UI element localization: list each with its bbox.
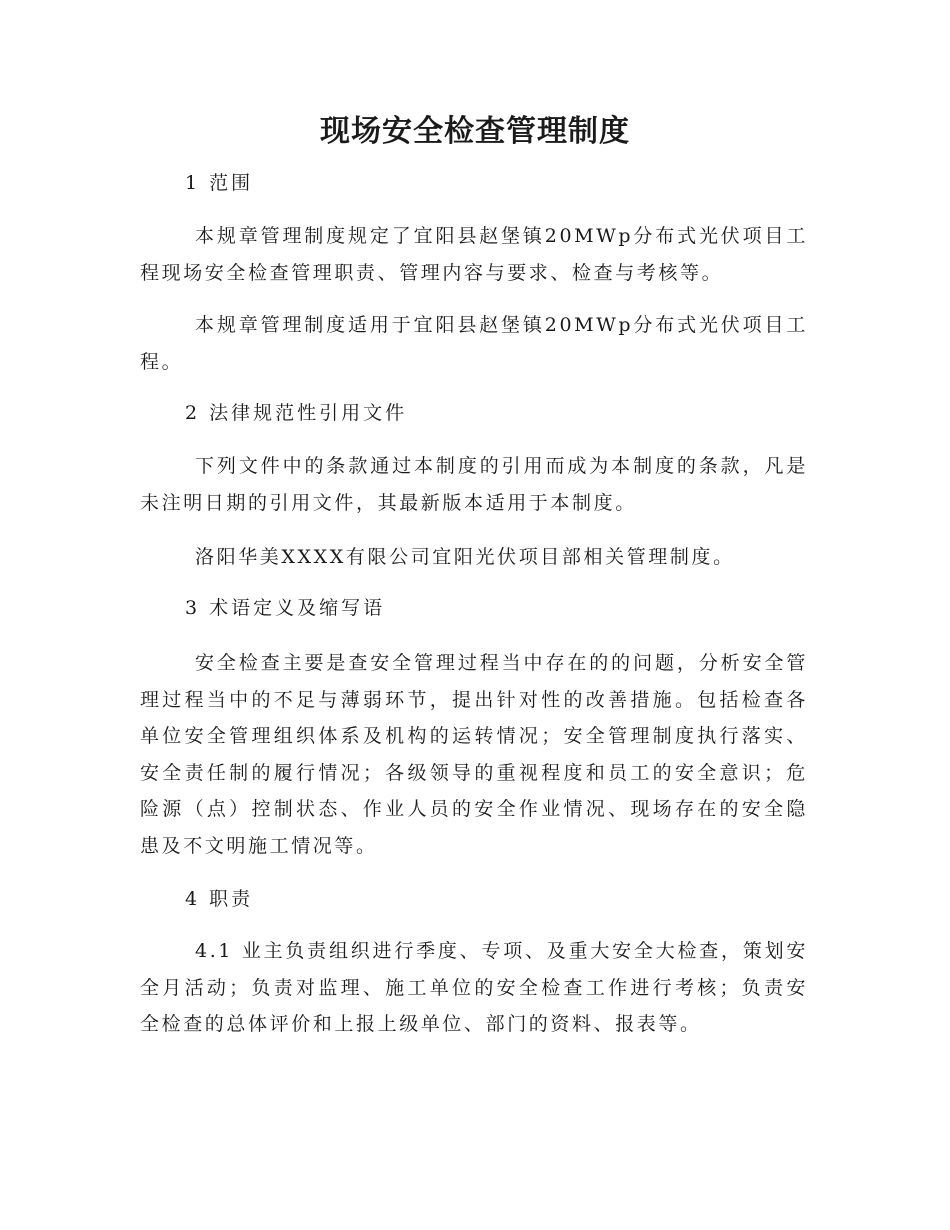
scope-paragraph-2: 本规章管理制度适用于宜阳县赵堡镇20MWp分布式光伏项目工程。: [140, 314, 808, 373]
references-paragraph-2: 洛阳华美XXXX有限公司宜阳光伏项目部相关管理制度。: [195, 546, 735, 568]
scope-paragraph-1: 本规章管理制度规定了宜阳县赵堡镇20MWp分布式光伏项目工程现场安全检查管理职责、管理内容与要求、检查与考核等。: [140, 225, 808, 284]
section-heading-scope: 1 范围: [185, 172, 254, 194]
section-heading-references: 2 法律规范性引用文件: [185, 402, 408, 424]
definitions-paragraph-1: 安全检查主要是查安全管理过程当中存在的的问题，分析安全管理过程当中的不足与薄弱环节，提出针对性的改善措施。包括检查各单位安全管理组织体系及机构的运转情况；安全管理制度执行落实、安全责任制的履行情况；各级领导的重视程度和员工的安全意识；危险源（点）控制状态、作业人员的安全作业情况、现场存在的安全隐患及不文明施工情况等。: [140, 652, 808, 857]
section-heading-responsibilities: 4 职责: [185, 888, 254, 910]
section-heading-definitions: 3 术语定义及缩写语: [185, 597, 386, 619]
page-title: 现场安全检查管理制度: [320, 114, 630, 149]
references-paragraph-1: 下列文件中的条款通过本制度的引用而成为本制度的条款，凡是未注明日期的引用文件，其最新版本适用于本制度。: [140, 455, 808, 514]
responsibilities-paragraph-1: 4.1 业主负责组织进行季度、专项、及重大安全大检查，策划安全月活动；负责对监理、施工单位的安全检查工作进行考核；负责安全检查的总体评价和上报上级单位、部门的资料、报表等。: [140, 940, 808, 1035]
